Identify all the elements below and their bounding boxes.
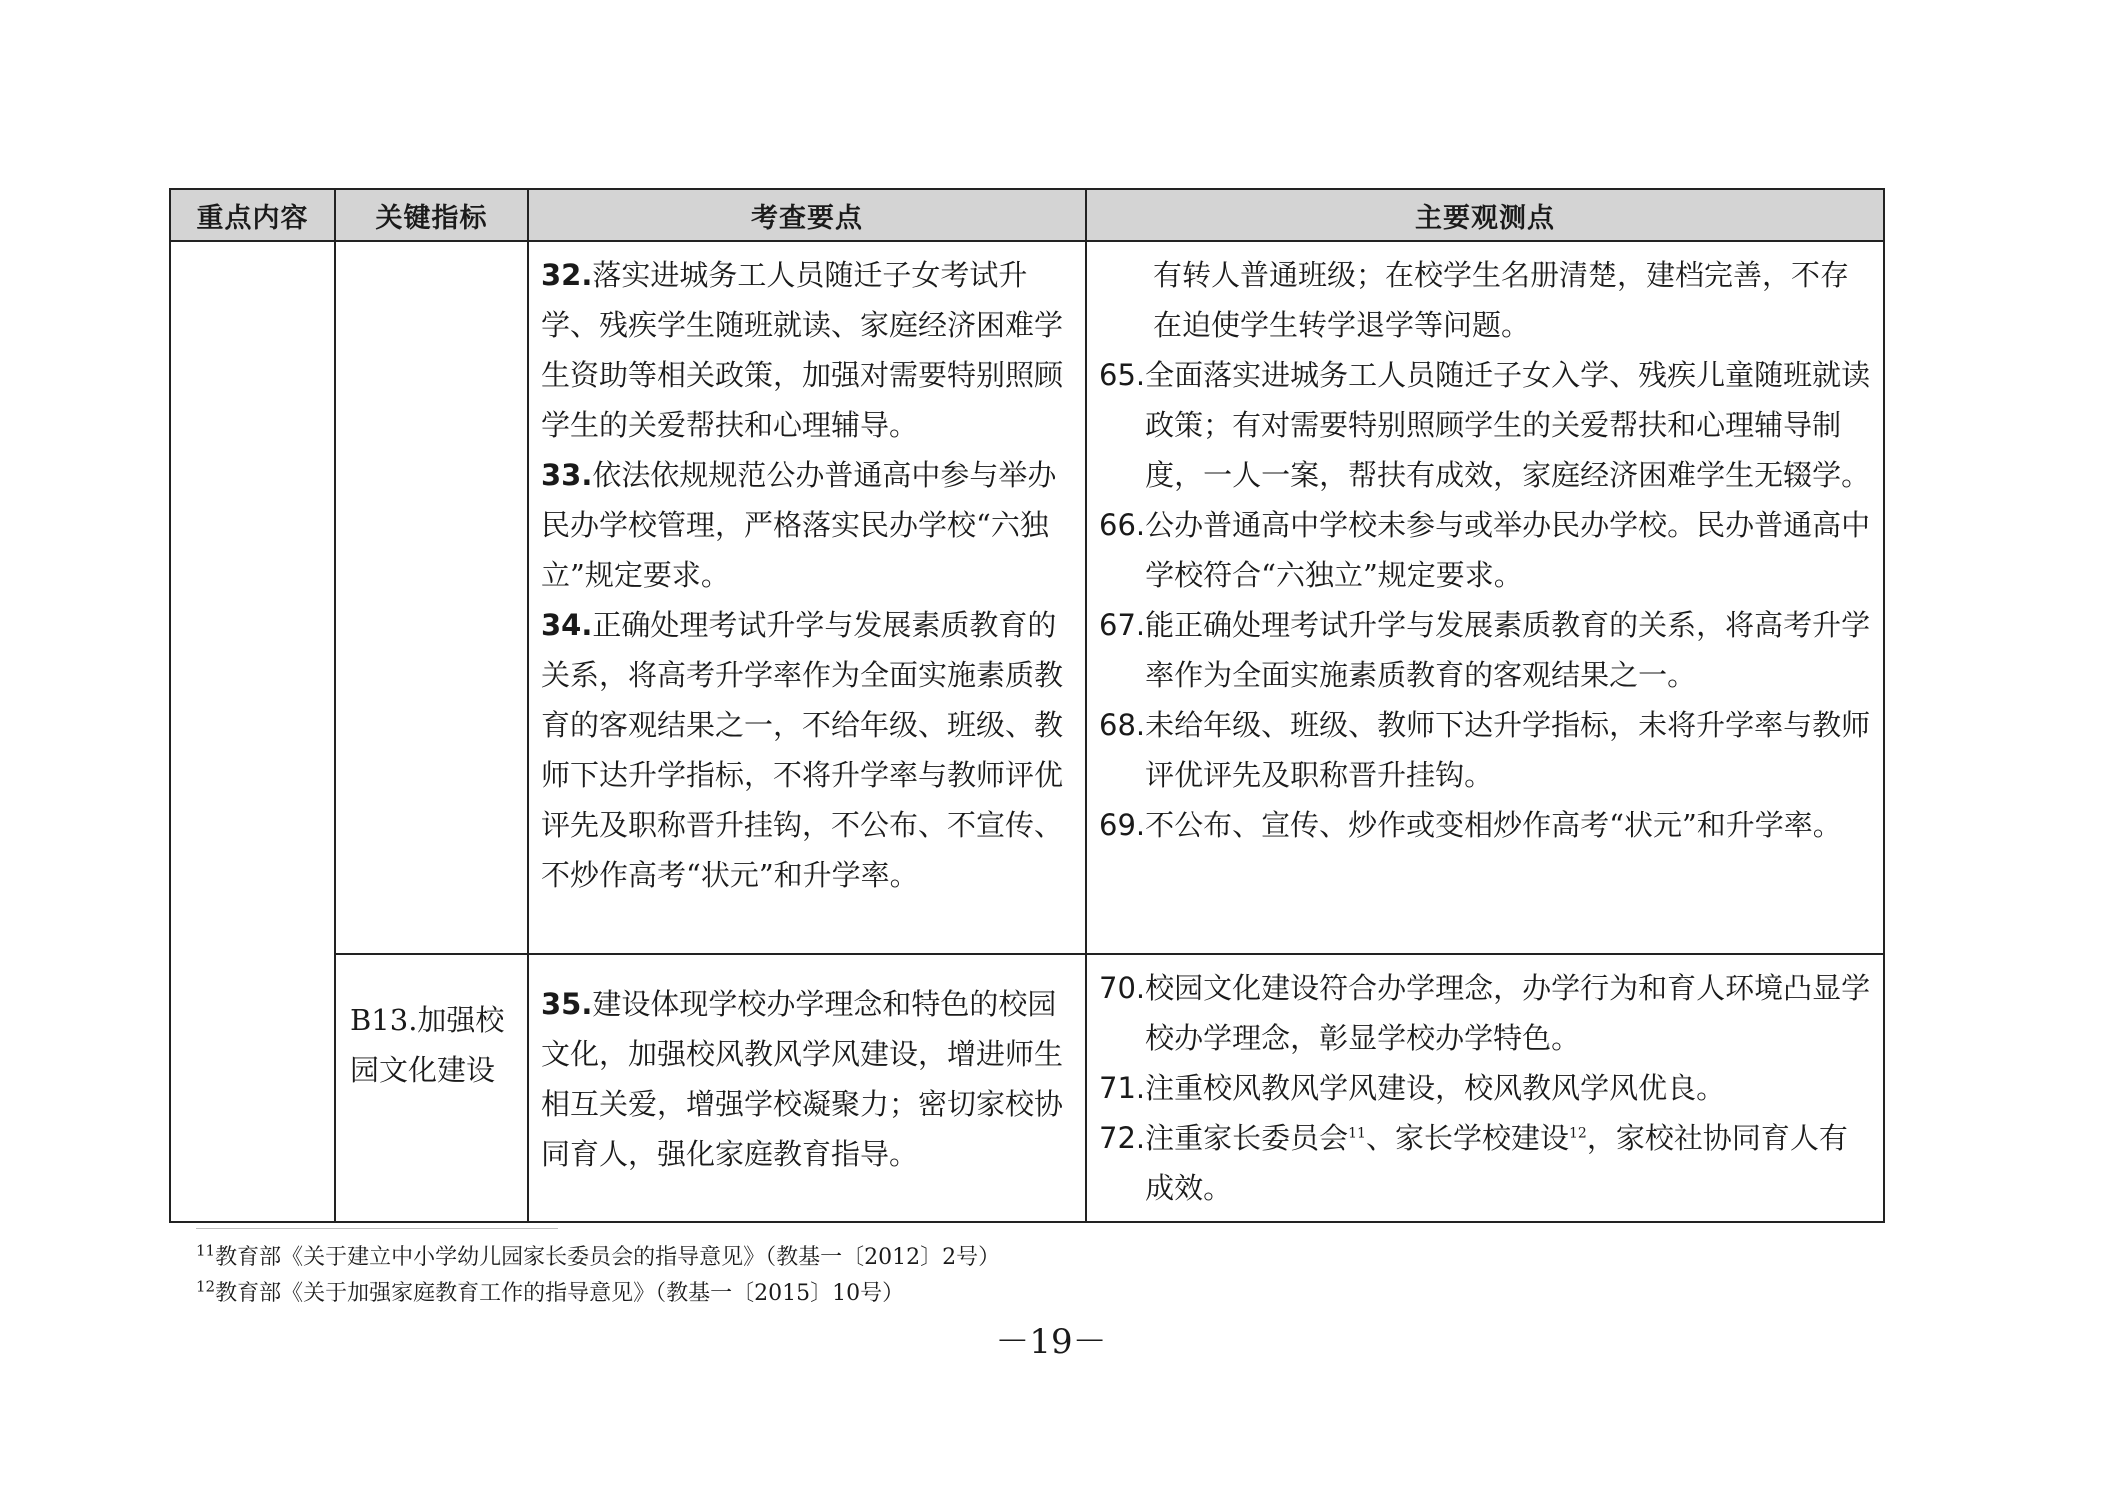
footnote-text: 教育部《关于建立中小学幼儿园家长委员会的指导意见》（教基一〔2012〕2号） <box>215 1245 1001 1270</box>
header-key-content: 重点内容 <box>170 189 335 241</box>
header-key-indicator: 关键指标 <box>335 189 528 241</box>
check-point-text: 落实进城务工人员随迁子女考试升学、残疾学生随班就读、家庭经济困难学生资助等相关政策，加强对需要特别照顾学生的关爱帮扶和心理辅导。 <box>541 258 1064 442</box>
observation-text: 公办普通高中学校未参与或举办民办学校。民办普通高中学校符合“六独立”规定要求。 <box>1145 508 1871 592</box>
check-point-item <box>541 600 1075 900</box>
footnote-number: 11 <box>196 1241 216 1260</box>
observation-text: 未给年级、班级、教师下达升学指标，未将升学率与教师评优评先及职称晋升挂钩。 <box>1145 708 1871 792</box>
footnote-divider <box>196 1228 558 1229</box>
check-points-cell <box>528 954 1086 1222</box>
footnote <box>196 1240 1000 1276</box>
observation-number: 65. <box>1099 358 1146 392</box>
observation-number: 72. <box>1099 1121 1146 1155</box>
check-point-number: 34. <box>541 608 593 642</box>
observation-text <box>1145 1113 1873 1213</box>
footnote-ref[interactable]: 12 <box>1568 1125 1587 1142</box>
table-header-row <box>170 189 1884 241</box>
observation-points-cell <box>1086 954 1884 1222</box>
observation-number: 66. <box>1099 508 1146 542</box>
observation-item <box>1099 600 1873 700</box>
check-point-text: 正确处理考试升学与发展素质教育的关系，将高考升学率作为全面实施素质教育的客观结果之一，不给年级、班级、教师下达升学指标，不将升学率与教师评优评先及职称晋升挂钩，不公布、不宣传、不炒作高考“状元”和升学率。 <box>541 608 1064 892</box>
observation-item <box>1099 1113 1873 1213</box>
observation-text: 注重校风教风学风建设，校风教风学风优良。 <box>1145 1071 1726 1105</box>
key-indicator-cell <box>335 954 528 1222</box>
observation-continuation: 有转人普通班级；在校学生名册清楚，建档完善，不存在迫使学生转学退学等问题。 <box>1153 258 1850 342</box>
check-point-item <box>541 450 1075 600</box>
check-point-number: 35. <box>541 987 593 1021</box>
observation-points-cell <box>1086 241 1884 954</box>
observation-number: 69. <box>1099 808 1146 842</box>
observation-text: 校园文化建设符合办学理念，办学行为和育人环境凸显学校办学理念，彰显学校办学特色。 <box>1145 971 1871 1055</box>
observation-number: 68. <box>1099 708 1146 742</box>
observation-number: 67. <box>1099 608 1146 642</box>
observation-text: 能正确处理考试升学与发展素质教育的关系，将高考升学率作为全面实施素质教育的客观结果之一。 <box>1145 608 1871 692</box>
header-observation-points: 主要观测点 <box>1086 189 1884 241</box>
observation-item <box>1099 800 1873 850</box>
observation-text-part: 、家长学校建设 <box>1365 1121 1569 1155</box>
observation-text-part: ，家校社协同育人有成效。 <box>1145 1121 1848 1205</box>
observation-item <box>1099 963 1873 1063</box>
page-number: －19－ <box>995 1322 1107 1362</box>
footnote <box>196 1276 1000 1312</box>
key-indicator-text: B13.加强校园文化建设 <box>350 1003 505 1087</box>
observation-number: 71. <box>1099 1071 1146 1105</box>
observation-item <box>1099 350 1873 500</box>
table-row <box>170 241 1884 954</box>
observation-text: 不公布、宣传、炒作或变相炒作高考“状元”和升学率。 <box>1145 808 1842 842</box>
footnote-ref[interactable]: 11 <box>1348 1125 1366 1142</box>
check-point-item <box>541 250 1075 450</box>
check-points-cell <box>528 241 1086 954</box>
check-point-text: 依法依规规范公办普通高中参与举办民办学校管理，严格落实民办学校“六独立”规定要求。 <box>541 458 1057 592</box>
check-point-item <box>541 979 1075 1179</box>
observation-item <box>1099 500 1873 600</box>
observation-item <box>1099 700 1873 800</box>
header-check-points: 考查要点 <box>528 189 1086 241</box>
evaluation-table <box>169 188 1885 1223</box>
footnotes <box>196 1240 1000 1312</box>
observation-text: 全面落实进城务工人员随迁子女入学、残疾儿童随班就读政策；有对需要特别照顾学生的关爱帮扶和心理辅导制度，一人一案，帮扶有成效，家庭经济困难学生无辍学。 <box>1145 358 1871 492</box>
key-indicator-cell <box>335 241 528 954</box>
observation-number: 70. <box>1099 971 1146 1005</box>
key-content-cell <box>170 241 335 1222</box>
check-point-text: 建设体现学校办学理念和特色的校园文化，加强校风教风学风建设，增进师生相互关爱，增强学校凝聚力；密切家校协同育人，强化家庭教育指导。 <box>541 987 1064 1171</box>
footnote-text: 教育部《关于加强家庭教育工作的指导意见》（教基一〔2015〕10号） <box>215 1281 905 1306</box>
check-point-number: 33. <box>541 458 593 492</box>
footnote-number: 12 <box>196 1277 216 1296</box>
check-point-number: 32. <box>541 258 593 292</box>
observation-item <box>1099 1063 1873 1113</box>
table-row <box>170 954 1884 1222</box>
observation-text-part: 注重家长委员会 <box>1145 1121 1349 1155</box>
